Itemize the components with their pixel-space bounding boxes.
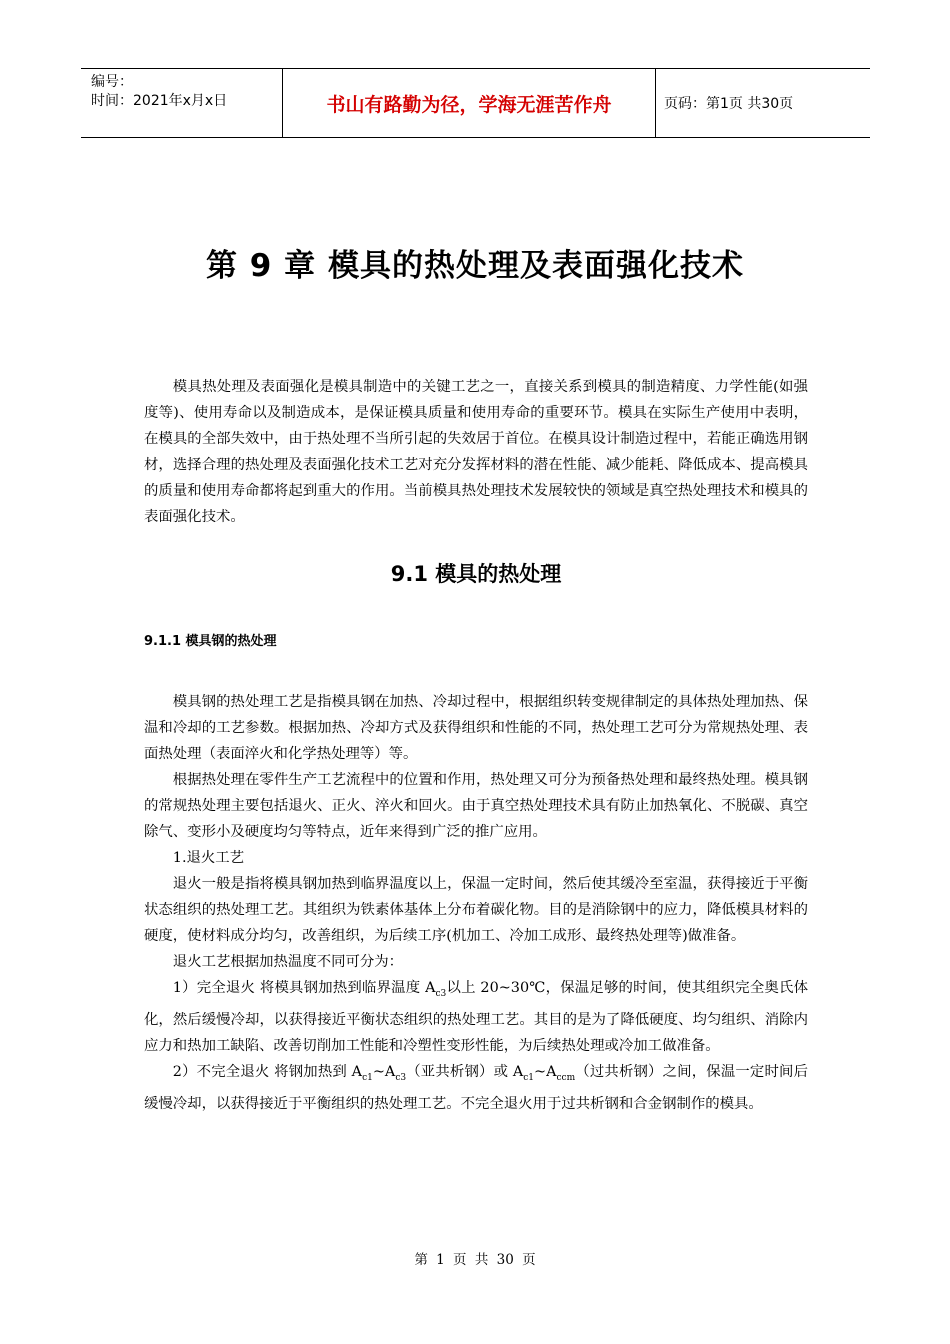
paragraph-heading: 1.退火工艺 [172,850,245,866]
paragraph-full-annealing: 1）完全退火 将模具钢加热到临界温度 $A_{c3}$以上 20~30℃，保温足够的时间，使其组织完全奥氏体化，然后缓慢冷却，以获得接近平衡状态组织的热处理工艺。其目的是为了降低硬度、均匀组织、消除内应力和热加工缺陷、改善切削加工性能和冷塑性变形性能，为后续热处理或冷加工做准备。 [144,980,808,1054]
document-body [144,374,808,1117]
paragraph: 退火一般是指将模具钢加热到临界温度以上，保温一定时间，然后使其缓冷至室温，获得接近于平衡状态组织的热处理工艺。其组织为铁素体基体上分布着碳化物。目的是消除钢中的应力，降低模具材料的硬度，使材料成分均匀，改善组织，为后续工序(机加工、冷加工成形、最终热处理等)做准备。 [144,876,808,944]
section-title: 9.1 模具的热处理 [390,562,562,586]
subsection-title: 9.1.1 模具钢的热处理 [144,634,277,649]
document-date: 时间：2021年x月x日 [91,93,228,109]
paragraph: 退火工艺根据加热温度不同可分为： [172,954,404,970]
chapter-title: 第 9 章 模具的热处理及表面强化技术 [206,248,744,284]
document-number-label: 编号： [91,74,133,90]
header-page-info: 页码：第1页 共30页 [664,96,794,112]
paragraph: 根据热处理在零件生产工艺流程中的位置和作用，热处理又可分为预备热处理和最终热处理。模具钢的常规热处理主要包括退火、正火、淬火和回火。由于真空热处理技术具有防止加热氧化、不脱碳、真空除气、变形小及硬度均匀等特点，近年来得到广泛的推广应用。 [144,772,808,840]
intro-paragraph: 模具热处理及表面强化是模具制造中的关键工艺之一，直接关系到模具的制造精度、力学性能(如强度等)、使用寿命以及制造成本，是保证模具质量和使用寿命的重要环节。模具在实际生产使用中表明，在模具的全部失效中，由于热处理不当所引起的失效居于首位。在模具设计制造过程中，若能正确选用钢材，选择合理的热处理及表面强化技术工艺对充分发挥材料的潜在性能、减少能耗、降低成本、提高模具的质量和使用寿命都将起到重大的作用。当前模具热处理技术发展较快的领域是真空热处理技术和模具的表面强化技术。 [144,379,808,525]
header-motto: 书山有路勤为径，学海无涯苦作舟 [282,69,656,137]
page-footer: 第 1 页 共 30 页 [414,1252,536,1268]
paragraph: 模具钢的热处理工艺是指模具钢在加热、冷却过程中，根据组织转变规律制定的具体热处理加热、保温和冷却的工艺参数。根据加热、冷却方式及获得组织和性能的不同，热处理工艺可分为常规热处理、表面热处理（表面淬火和化学热处理等）等。 [144,694,808,762]
header-meta [81,69,282,137]
paragraph-partial-annealing: 2）不完全退火 将钢加热到 $A_{c1}\sim A_{c3}$（亚共析钢）或 $A_{c1}\sim A_{ccm}$（过共析钢）之间，保温一定时间后缓慢冷却，以获得接近于平衡组织的热处理工艺。不完全退火用于过共析钢和合金钢制作的模具。 [144,1063,808,1112]
document-header [81,68,870,138]
